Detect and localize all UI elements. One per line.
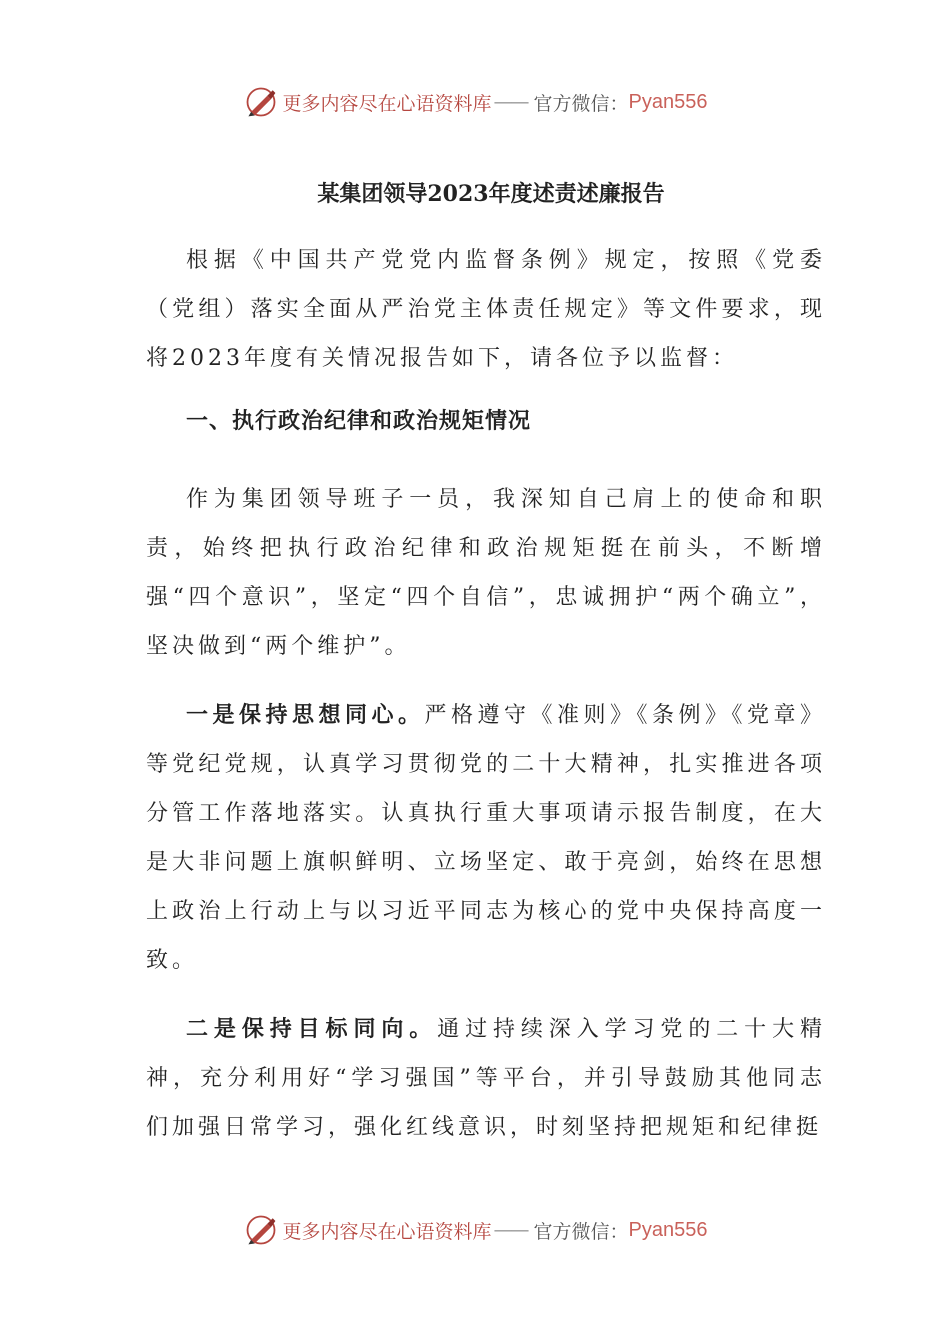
point-two-lead: 二是保持目标同向。 <box>186 1016 438 1042</box>
watermark-text: 更多内容尽在心语资料库 <box>282 92 492 115</box>
watermark-wechat-id: Pyan556 <box>628 1218 708 1241</box>
point-one-body: 严格遵守《准则》《条例》《党章》等党纪党规，认真学习贯彻党的二十大精神，扎实推进各项分管工作落地落实。认真执行重大事项请示报告制度，在大是大非问题上旗帜鲜明、立场坚定、敢于亮剑，始终在思想上政治上行动上与以习近平同志为核心的党中央保持高度一致。 <box>146 703 826 973</box>
header-watermark <box>0 84 950 120</box>
watermark-label: 官方微信： <box>533 1220 629 1243</box>
pen-logo-icon <box>243 84 279 120</box>
watermark-text: 更多内容尽在心语资料库 <box>282 1220 492 1243</box>
document-title: 某集团领导2023年度述责述廉报告 <box>317 181 665 207</box>
pen-logo-icon <box>243 1212 279 1248</box>
point-one-lead: 一是保持思想同心。 <box>186 702 425 728</box>
intro-paragraph: 根据《中国共产党党内监督条例》规定，按照《党委（党组）落实全面从严治党主体责任规定》等文件要求，现将2023年度有关情况报告如下，请各位予以监督： <box>146 248 826 371</box>
watermark-label: 官方微信： <box>533 92 629 115</box>
document-body <box>146 176 826 1172</box>
footer-watermark <box>0 1212 950 1248</box>
watermark-separator: —— <box>493 1219 528 1241</box>
section-intro-paragraph: 作为集团领导班子一员，我深知自己肩上的使命和职责，始终把执行政治纪律和政治规矩挺在前头，不断增强“四个意识”，坚定“四个自信”，忠诚拥护“两个确立”，坚决做到“两个维护”。 <box>146 487 826 659</box>
point-two-body: 通过持续深入学习党的二十大精神，充分利用好“学习强国”等平台，并引导鼓励其他同志们加强日常学习，强化红线意识，时刻坚持把规矩和纪律挺 <box>146 1017 826 1140</box>
watermark-wechat-id: Pyan556 <box>628 90 708 113</box>
point-two-paragraph <box>146 1005 826 1152</box>
section-heading: 一、执行政治纪律和政治规矩情况 <box>186 408 532 434</box>
point-one-paragraph <box>146 691 826 985</box>
watermark-separator: —— <box>493 91 528 113</box>
